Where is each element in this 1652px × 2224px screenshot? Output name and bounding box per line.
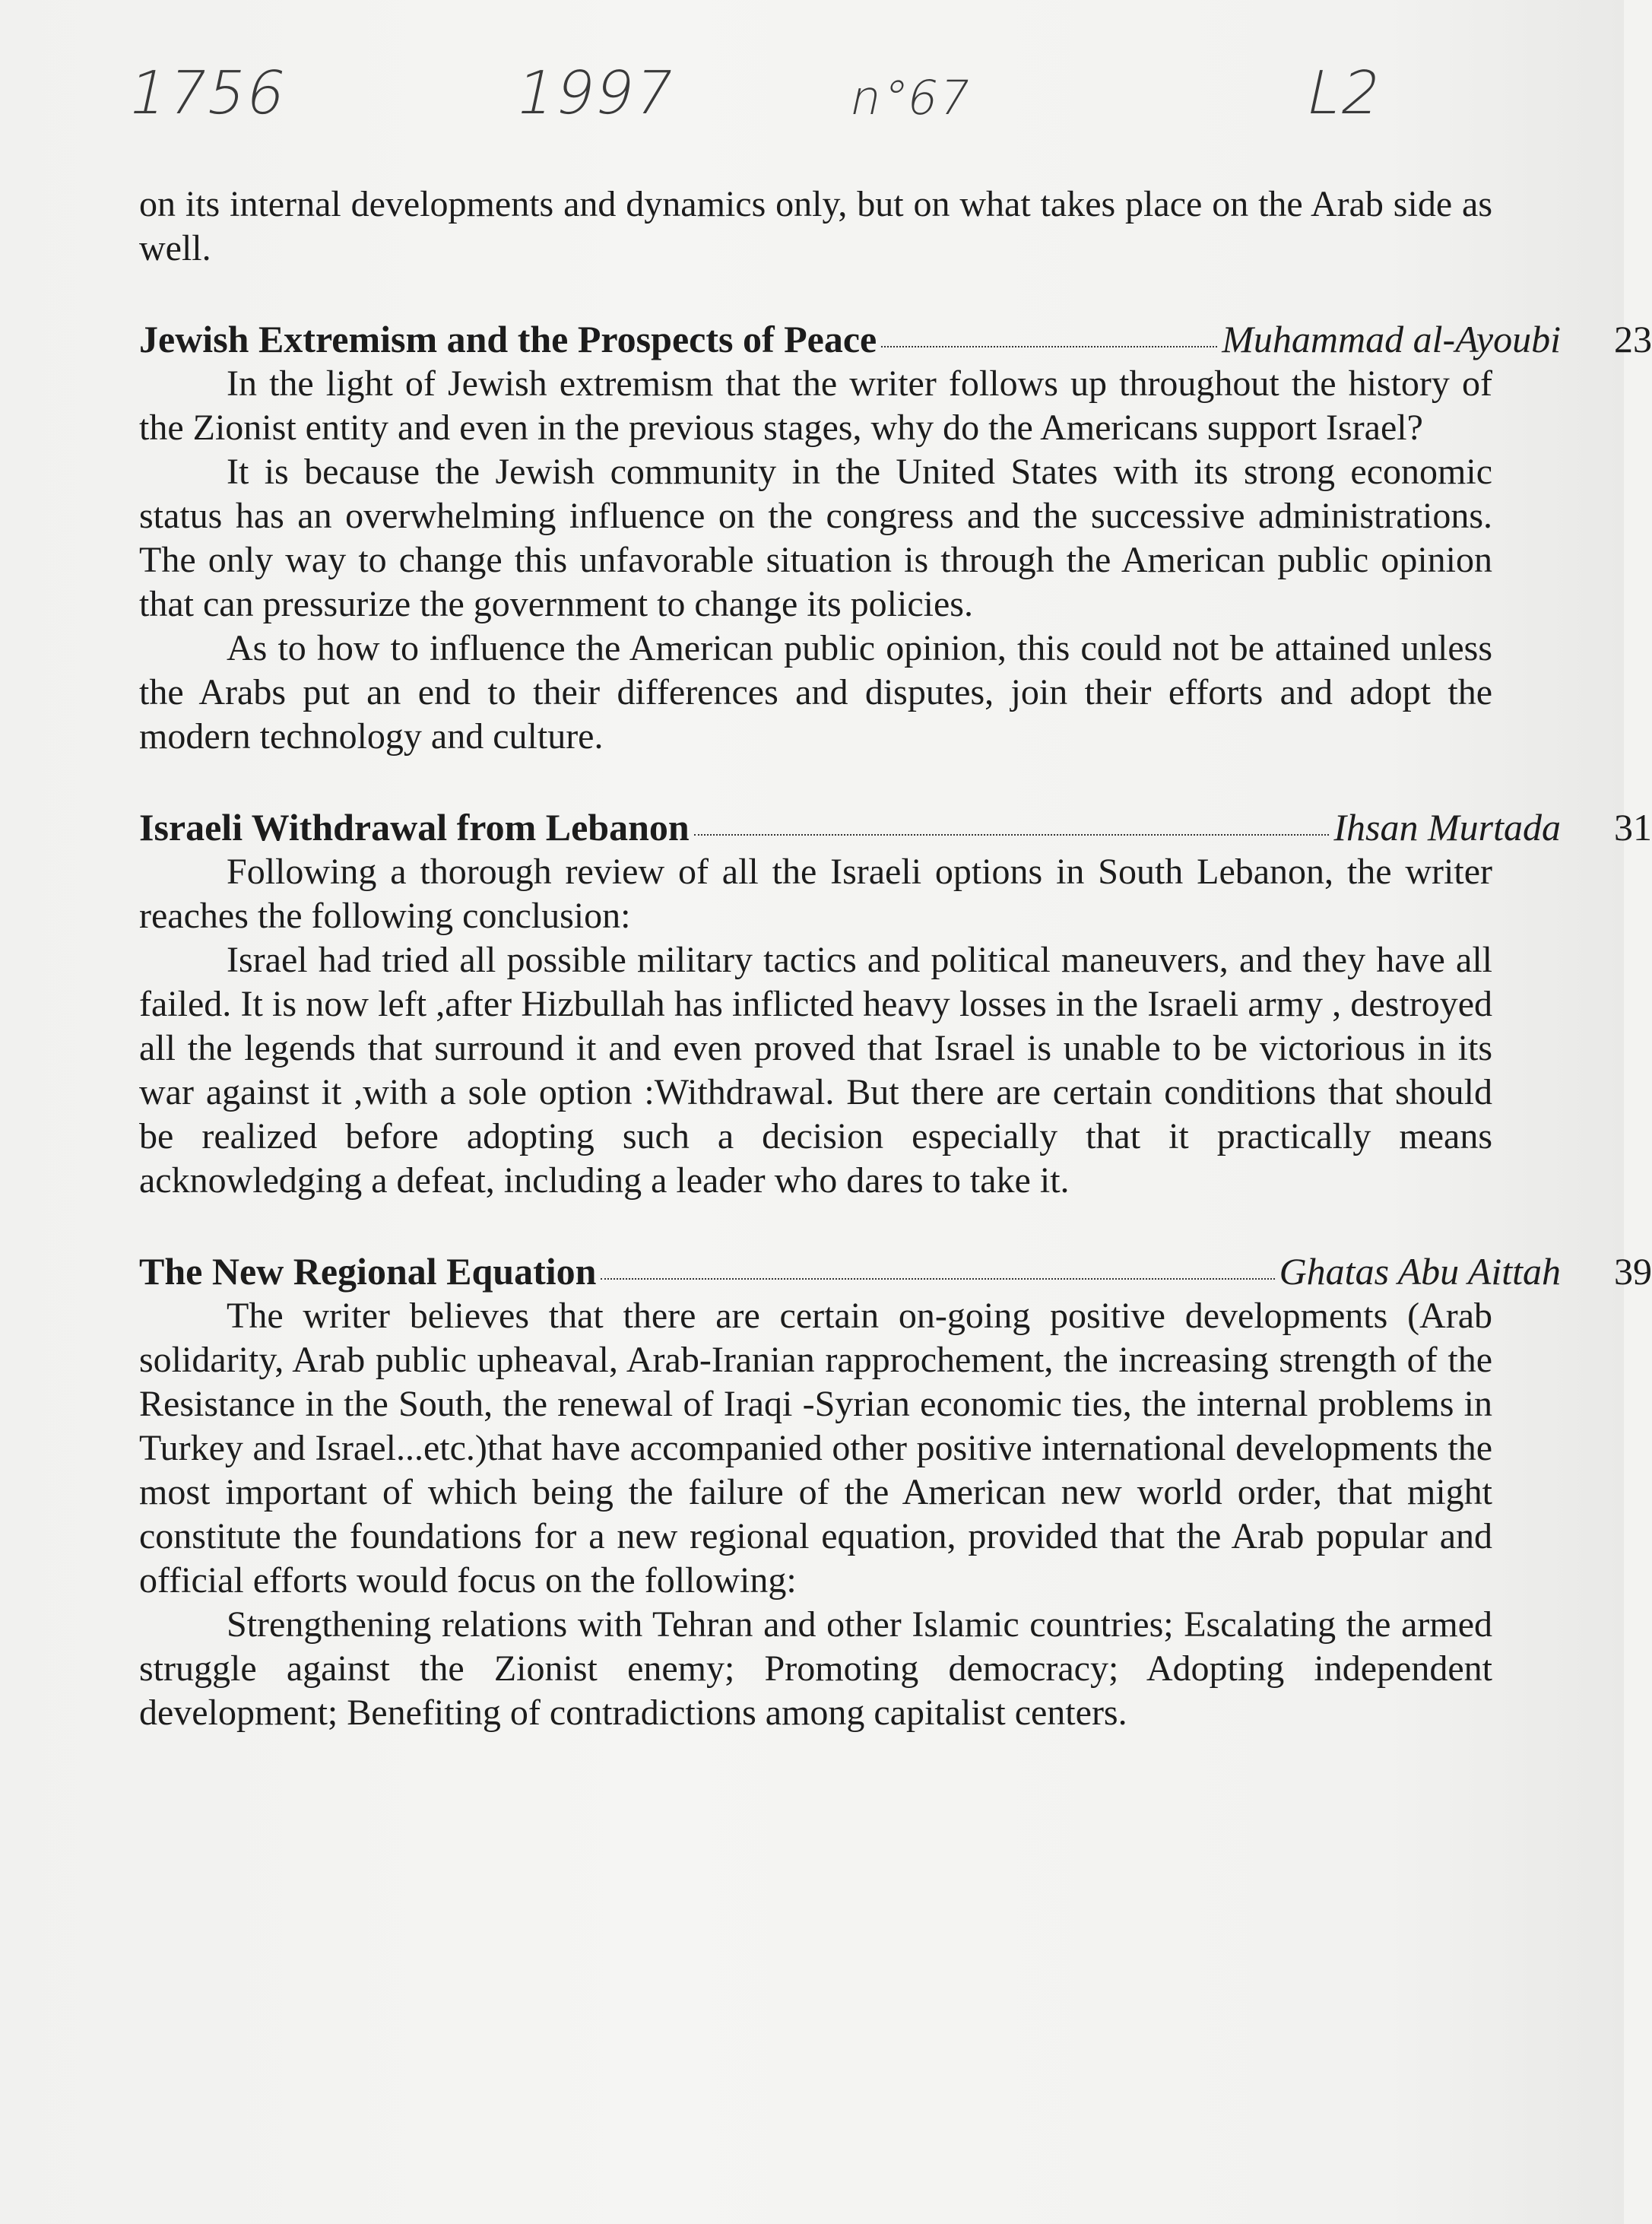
article-page-number: 23 [1614,318,1652,360]
dot-leader [601,1278,1274,1280]
article-heading [139,316,1652,362]
summary-paragraph: Israel had tried all possible military tactics and political maneuvers, and they have all failed. It is now left ,after Hizbullah has inflicted heavy losses in the Israeli army , destroyed all the legends that surround it and even proved that Israel is unable to be victorious in its war against it ,with a sole option :Withdrawal. But there are certain conditions that should be realized before adopting such a decision especially that it practically means acknowledging a defeat, including a leader who dares to take it. [139,940,1492,1201]
article-title: Jewish Extremism and the Prospects of Peace [139,318,877,360]
article-summary-regional-equation [139,1248,1652,1735]
dot-leader [694,834,1330,836]
article-page-number: 39 [1614,1250,1652,1293]
article-summary-jewish-extremism [139,316,1652,759]
article-title: Israeli Withdrawal from Lebanon [139,806,690,849]
article-heading [139,1248,1652,1294]
dot-leader [881,346,1217,347]
summary-paragraph: As to how to influence the American public opinion, this could not be attained unless the Arabs put an end to their differences and disputes, join their efforts and adopt the modern technology and culture. [139,628,1492,757]
handwritten-note-id: 1756 [122,59,294,128]
summary-paragraph: In the light of Jewish extremism that the writer follows up throughout the history of the Zionist entity and even in the previous stages, why do the Americans support Israel? [139,363,1492,448]
summary-paragraph: The writer believes that there are certain on-going positive developments (Arab solidarity, Arab public upheaval, Arab-Iranian rapprochement, the increasing strength of the Resistance in the South, the renewal of Iraqi -Syrian economic ties, the internal problems in Turkey and Israel...etc.)that have accompanied other positive international developments the most important of which being the failure of the American new world order, that might constitute the foundations for a new regional equation, provided that the Arab popular and official efforts would focus on the following: [139,1296,1492,1601]
handwritten-note-code: L2 [1300,59,1389,128]
article-heading [139,804,1652,850]
intro-paragraph: on its internal developments and dynamics only, but on what takes place on the Arab side as well. [139,184,1492,268]
summary-paragraph: It is because the Jewish community in the United States with its strong economic status has an overwhelming influence on the congress and the successive administrations. The only way to change this unfavorable situation is through the American public opinion that can pressurize the government to change its policies. [139,452,1492,624]
article-page-number: 31 [1614,806,1652,849]
article-author: Ghatas Abu Aittah [1279,1250,1561,1293]
article-author: Muhammad al-Ayoubi [1222,318,1561,360]
handwritten-note-year: 1997 [509,59,682,128]
summary-paragraph: Following a thorough review of all the Israeli options in South Lebanon, the writer reaches the following conclusion: [139,852,1492,936]
handwritten-note-issue: n°67 [845,70,977,125]
article-summary-israeli-withdrawal [139,804,1652,1203]
article-title: The New Regional Equation [139,1250,597,1293]
summary-paragraph: Strengthening relations with Tehran and other Islamic countries; Escalating the armed struggle against the Zionist enemy; Promoting democracy; Adopting independent development; Benefiting of contradictions among capitalist centers. [139,1604,1492,1733]
article-author: Ihsan Murtada [1333,806,1561,849]
page-content [139,182,1652,1735]
